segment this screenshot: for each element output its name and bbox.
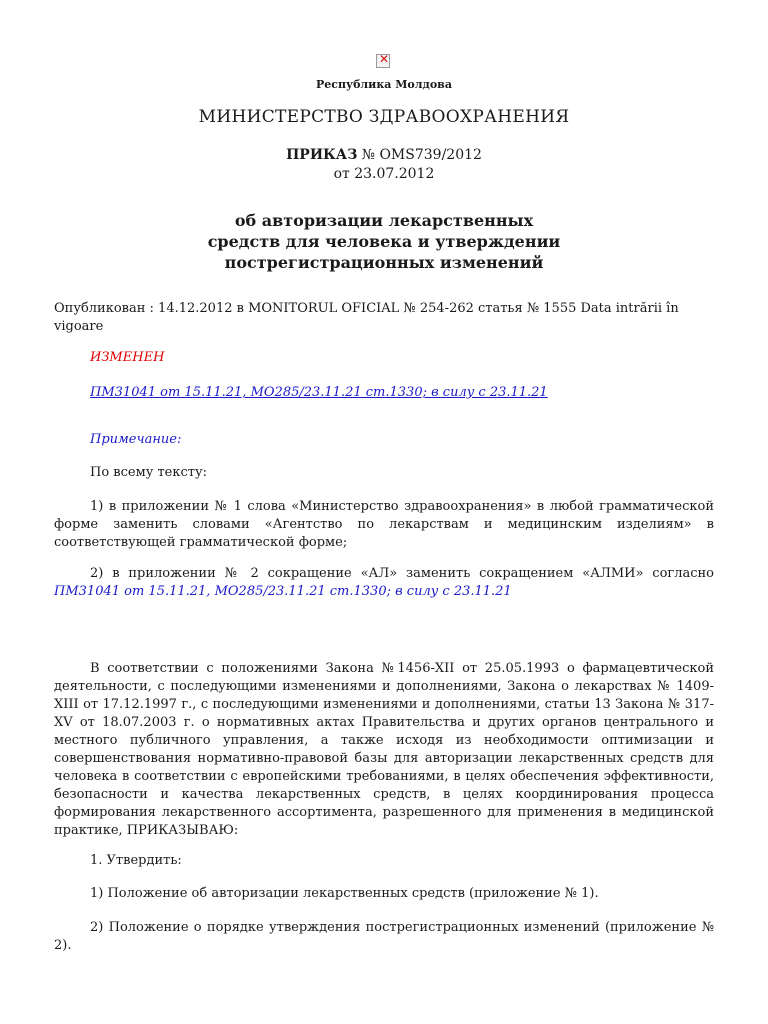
title-line: средств для человека и утверждении <box>207 232 561 251</box>
note-item-1: 1) в приложении № 1 слова «Министерство здравоохранения» в любой грамматической форме заменить словами «Агентство по лекарствам и медицинским изделиям» в соответствующей грамматической форме; <box>54 499 714 550</box>
ministry-name: МИНИСТЕРСТВО ЗДРАВООХРАНЕНИЯ <box>198 107 570 127</box>
document-title <box>0 210 768 273</box>
country-name: Республика Молдова <box>316 78 452 91</box>
note-scope: По всему тексту: <box>90 465 207 480</box>
publication-info: Опубликован : 14.12.2012 в MONITORUL OFICIAL № 254-262 статья № 1555 Data intrării în vigoare <box>54 301 679 334</box>
amendment-link[interactable]: ПМ31041 от 15.11.21, MO285/23.11.21 ст.1330; в силу с 23.11.21 <box>90 385 548 400</box>
title-line: об авторизации лекарственных <box>234 211 534 230</box>
order-number-line <box>0 147 768 163</box>
note-item-2-text: 2) в приложении № 2 сокращение «АЛ» заменить сокращением «АЛМИ» согласно <box>90 566 714 581</box>
title-line: пострегистрационных изменений <box>224 253 544 272</box>
order-date: от 23.07.2012 <box>333 166 435 182</box>
order-item-approve-2: 2) Положение о порядке утверждения пострегистрационных изменений (приложение № 2). <box>54 920 714 953</box>
note-item-2 <box>54 565 714 601</box>
order-item-approve-1: 1) Положение об авторизации лекарственных средств (приложение № 1). <box>90 886 599 901</box>
amendment-status: ИЗМЕНЕН <box>90 350 165 365</box>
order-number: № OMS739/2012 <box>357 147 482 163</box>
note-label: Примечание: <box>90 432 182 447</box>
order-label: ПРИКАЗ <box>286 147 358 163</box>
note-item-2-link[interactable]: ПМ31041 от 15.11.21, MO285/23.11.21 ст.1330; в силу с 23.11.21 <box>54 584 512 599</box>
broken-image-icon: ✕ <box>376 54 390 68</box>
order-item-approve: 1. Утвердить: <box>90 853 182 868</box>
preamble-paragraph: В соответствии с положениями Закона №1456-XII от 25.05.1993 о фармацевтической деятельности, с последующими изменениями и дополнениями, Закона о лекарствах № 1409-XIII от 17.12.1997 г., с последующими изменениями и дополнениями, статьи 13 Закона № 317-XV от 18.07.2003 г. о нормативных актах Правительства и других органов центрального и местного публичного управления, а также исходя из необходимости оптимизации и совершенствования нормативно-правовой базы для авторизации лекарственных средств для человека в соответствии с европейскими требованиями, в целях обеспечения эффективности, безопасности и качества лекарственных средств, в целях координирования процесса формирования лекарственного ассортимента, разрешенного для применения в медицинской практике, ПРИКАЗЫВАЮ: <box>54 661 714 838</box>
